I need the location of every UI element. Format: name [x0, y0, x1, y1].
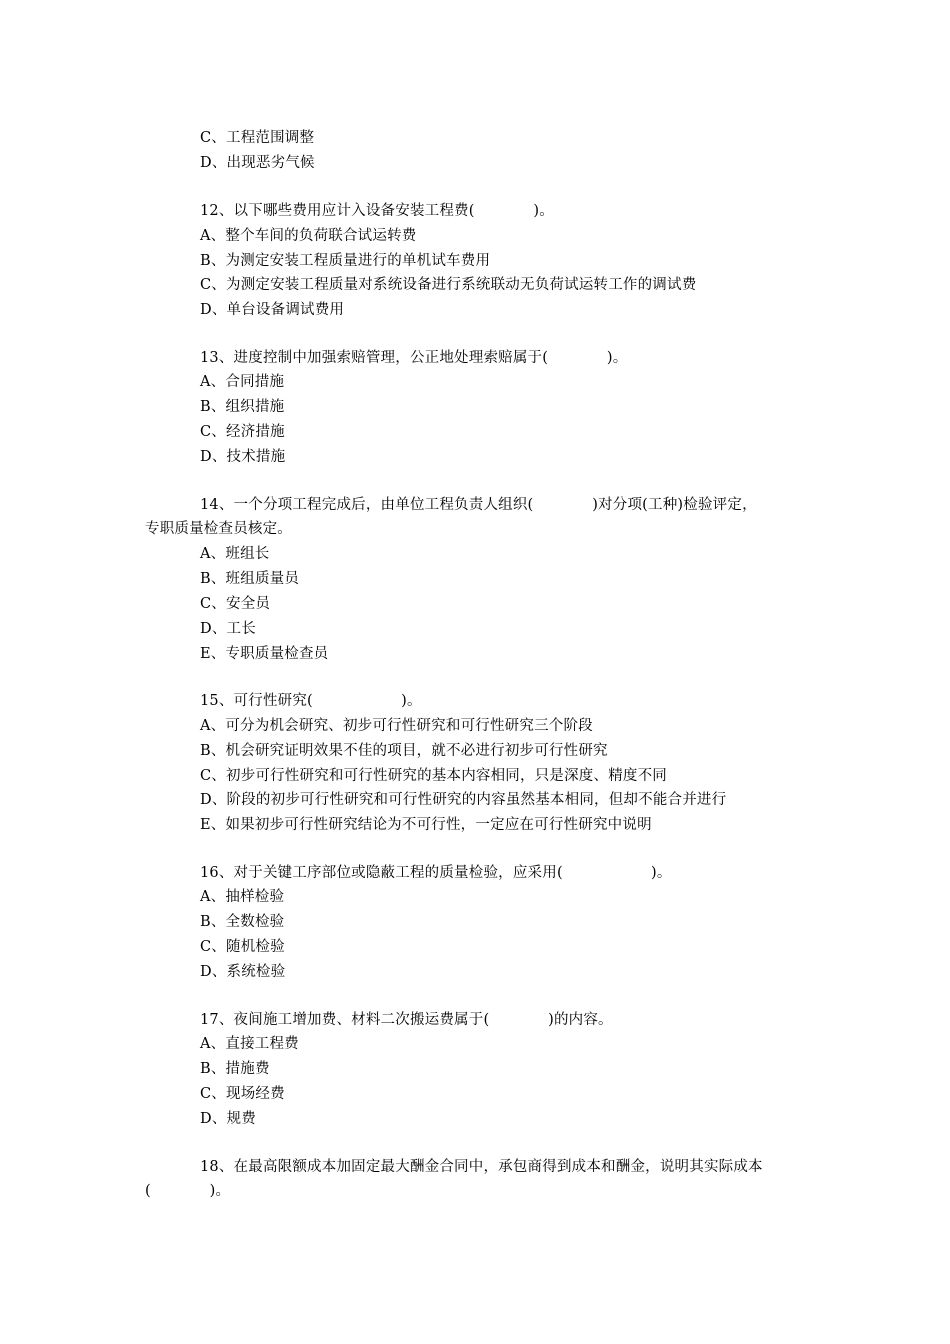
- option-text: C、随机检验: [200, 939, 285, 955]
- option-text: D、出现恶劣气候: [200, 155, 315, 171]
- question-18-stem-continued: ( )。: [145, 1183, 231, 1199]
- option-text: E、如果初步可行性研究结论为不可行性，一定应在可行性研究中说明: [200, 817, 652, 833]
- option-text: A、直接工程费: [200, 1036, 299, 1052]
- option-text: C、现场经费: [200, 1086, 285, 1102]
- option-text: A、班组长: [200, 546, 270, 562]
- option-text: B、为测定安装工程质量进行的单机试车费用: [200, 253, 491, 269]
- option-text: D、阶段的初步可行性研究和可行性研究的内容虽然基本相同，但却不能合并进行: [200, 792, 727, 808]
- option-text: C、安全员: [200, 596, 271, 612]
- option-text: D、单台设备调试费用: [200, 302, 345, 318]
- option-text: B、班组质量员: [200, 571, 300, 587]
- option-text: A、抽样检验: [200, 889, 285, 905]
- option-text: A、合同措施: [200, 374, 285, 390]
- option-text: B、机会研究证明效果不佳的项目，就不必进行初步可行性研究: [200, 743, 608, 759]
- option-text: C、工程范围调整: [200, 130, 315, 146]
- option-text: B、措施费: [200, 1061, 270, 1077]
- question-16-stem: 16、对于关键工序部位或隐蔽工程的质量检验，应采用( )。: [200, 865, 672, 881]
- option-text: C、为测定安装工程质量对系统设备进行系统联动无负荷试运转工作的调试费: [200, 277, 697, 293]
- option-text: D、规费: [200, 1111, 256, 1127]
- option-text: A、整个车间的负荷联合试运转费: [200, 228, 417, 244]
- option-text: B、组织措施: [200, 399, 285, 415]
- option-text: E、专职质量检查员: [200, 646, 329, 662]
- question-14-stem: 14、一个分项工程完成后，由单位工程负责人组织( )对分项(工种)检验评定，: [200, 497, 757, 513]
- option-text: C、经济措施: [200, 424, 285, 440]
- option-text: C、初步可行性研究和可行性研究的基本内容相同，只是深度、精度不同: [200, 768, 667, 784]
- option-text: A、可分为机会研究、初步可行性研究和可行性研究三个阶段: [200, 718, 593, 734]
- option-text: D、技术措施: [200, 449, 286, 465]
- option-text: D、工长: [200, 621, 256, 637]
- question-18-stem: 18、在最高限额成本加固定最大酬金合同中，承包商得到成本和酬金，说明其实际成本: [200, 1159, 763, 1175]
- option-text: B、全数检验: [200, 914, 285, 930]
- question-13-stem: 13、进度控制中加强索赔管理，公正地处理索赔属于( )。: [200, 350, 628, 366]
- question-14-stem-continued: 专职质量检查员核定。: [145, 521, 292, 537]
- question-12-stem: 12、以下哪些费用应计入设备安装工程费( )。: [200, 203, 554, 219]
- question-17-stem: 17、夜间施工增加费、材料二次搬运费属于( )的内容。: [200, 1012, 613, 1028]
- question-15-stem: 15、可行性研究( )。: [200, 693, 422, 709]
- option-text: D、系统检验: [200, 964, 286, 980]
